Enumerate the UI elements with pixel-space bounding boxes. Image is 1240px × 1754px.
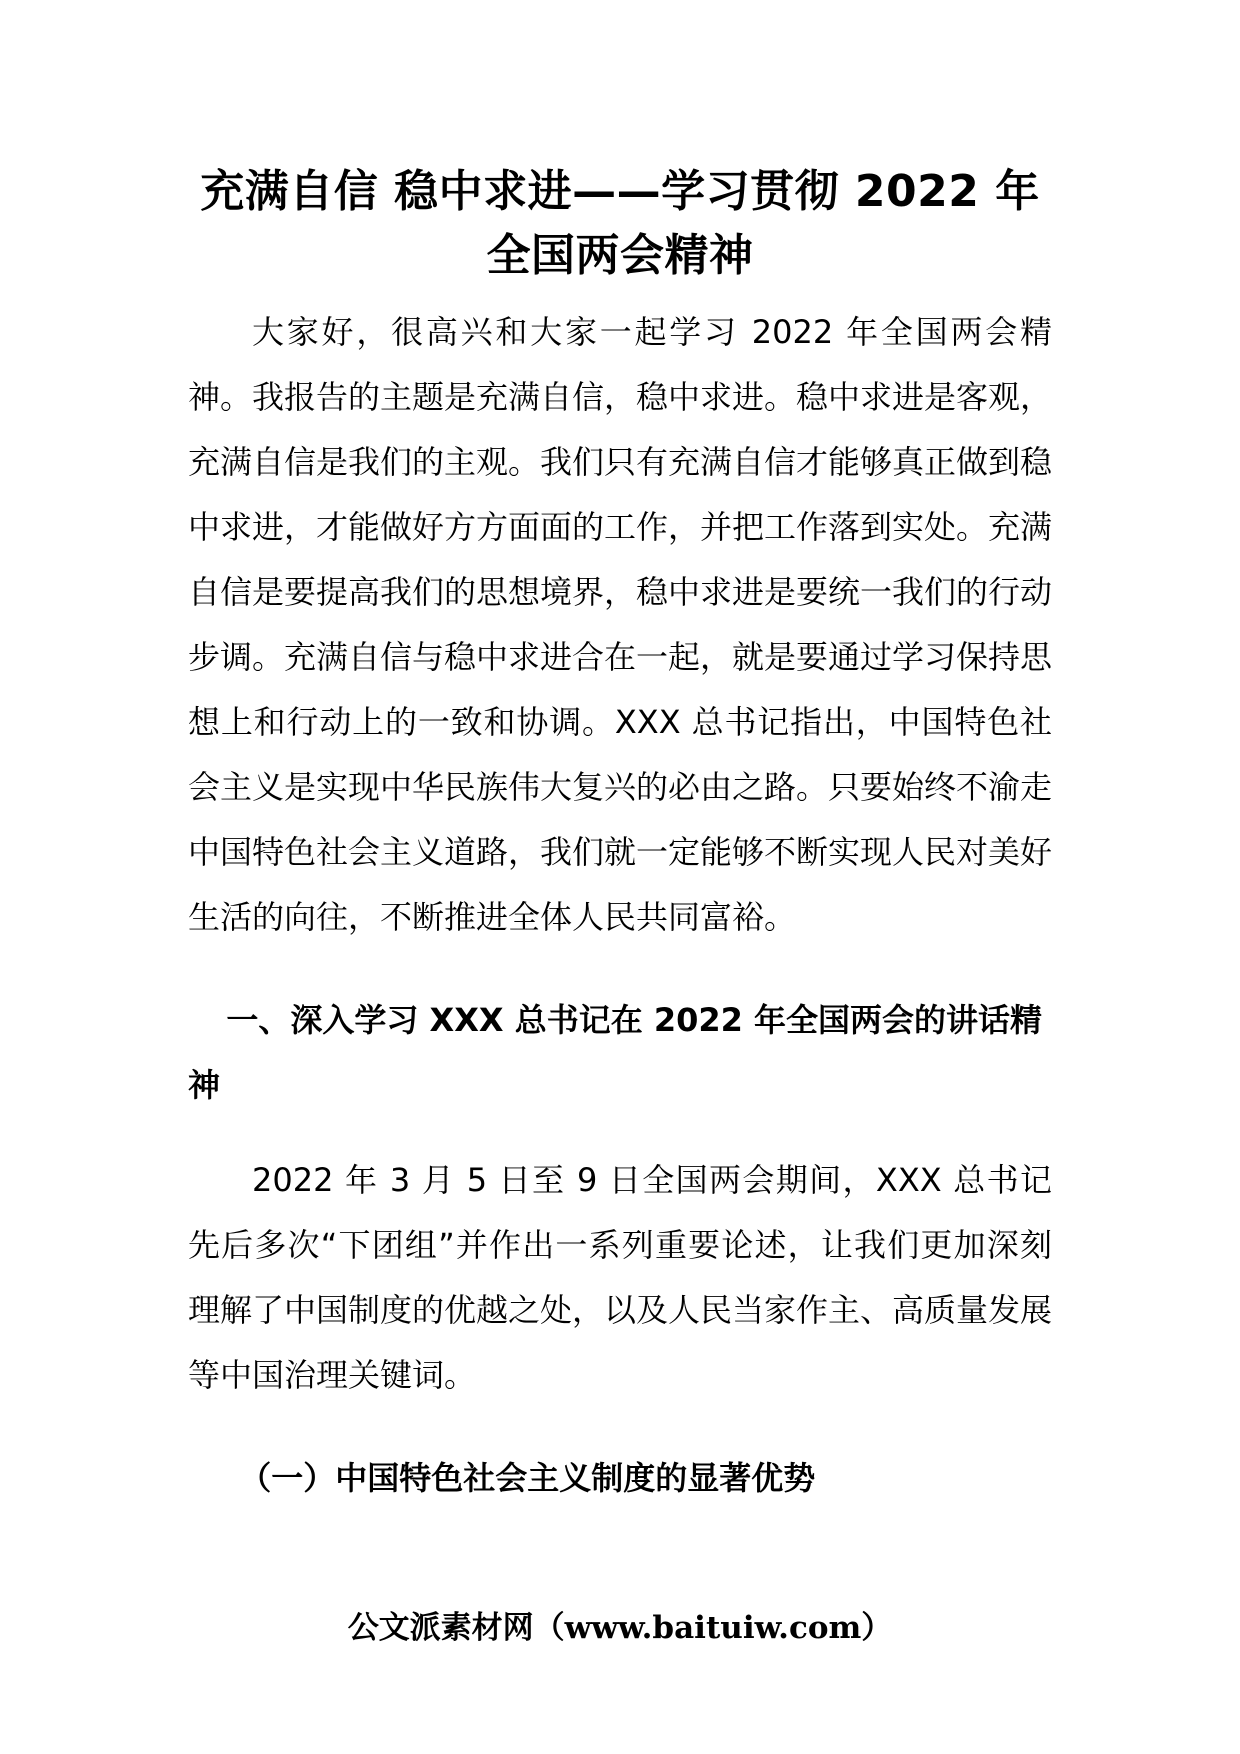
document-title: 充满自信 稳中求进——学习贯彻 2022 年全国两会精神 (200, 166, 1040, 281)
section-heading-1: 一、深入学习 XXX 总书记在 2022 年全国两会的讲话精神 (188, 1001, 1043, 1104)
intro-paragraph: 大家好，很高兴和大家一起学习 2022 年全国两会精神。我报告的主题是充满自信，稳中求进。稳中求进是客观，充满自信是我们的主观。我们只有充满自信才能够真正做到稳中求进，才能做好方方面面的工作，并把工作落到实处。充满自信是要提高我们的思想境界，稳中求进是要统一我们的行动步调。充满自信与稳中求进合在一起，就是要通过学习保持思想上和行动上的一致和协调。XXX 总书记指出，中国特色社会主义是实现中华民族伟大复兴的必由之路。只要始终不渝走中国特色社会主义道路，我们就一定能够不断实现人民对美好生活的向往，不断推进全体人民共同富裕。 (188, 313, 1053, 936)
document-page (188, 160, 1052, 1511)
footer-watermark: 公文派素材网（www.baituiw.com） (347, 1610, 893, 1646)
subsection-heading-1: （一）中国特色社会主义制度的显著优势 (239, 1459, 816, 1497)
section-1-paragraph: 2022 年 3 月 5 日至 9 日全国两会期间，XXX 总书记先后多次“下团组”并作出一系列重要论述，让我们更加深刻理解了中国制度的优越之处，以及人民当家作主、高质量发展等中国治理关键词。 (188, 1161, 1053, 1394)
